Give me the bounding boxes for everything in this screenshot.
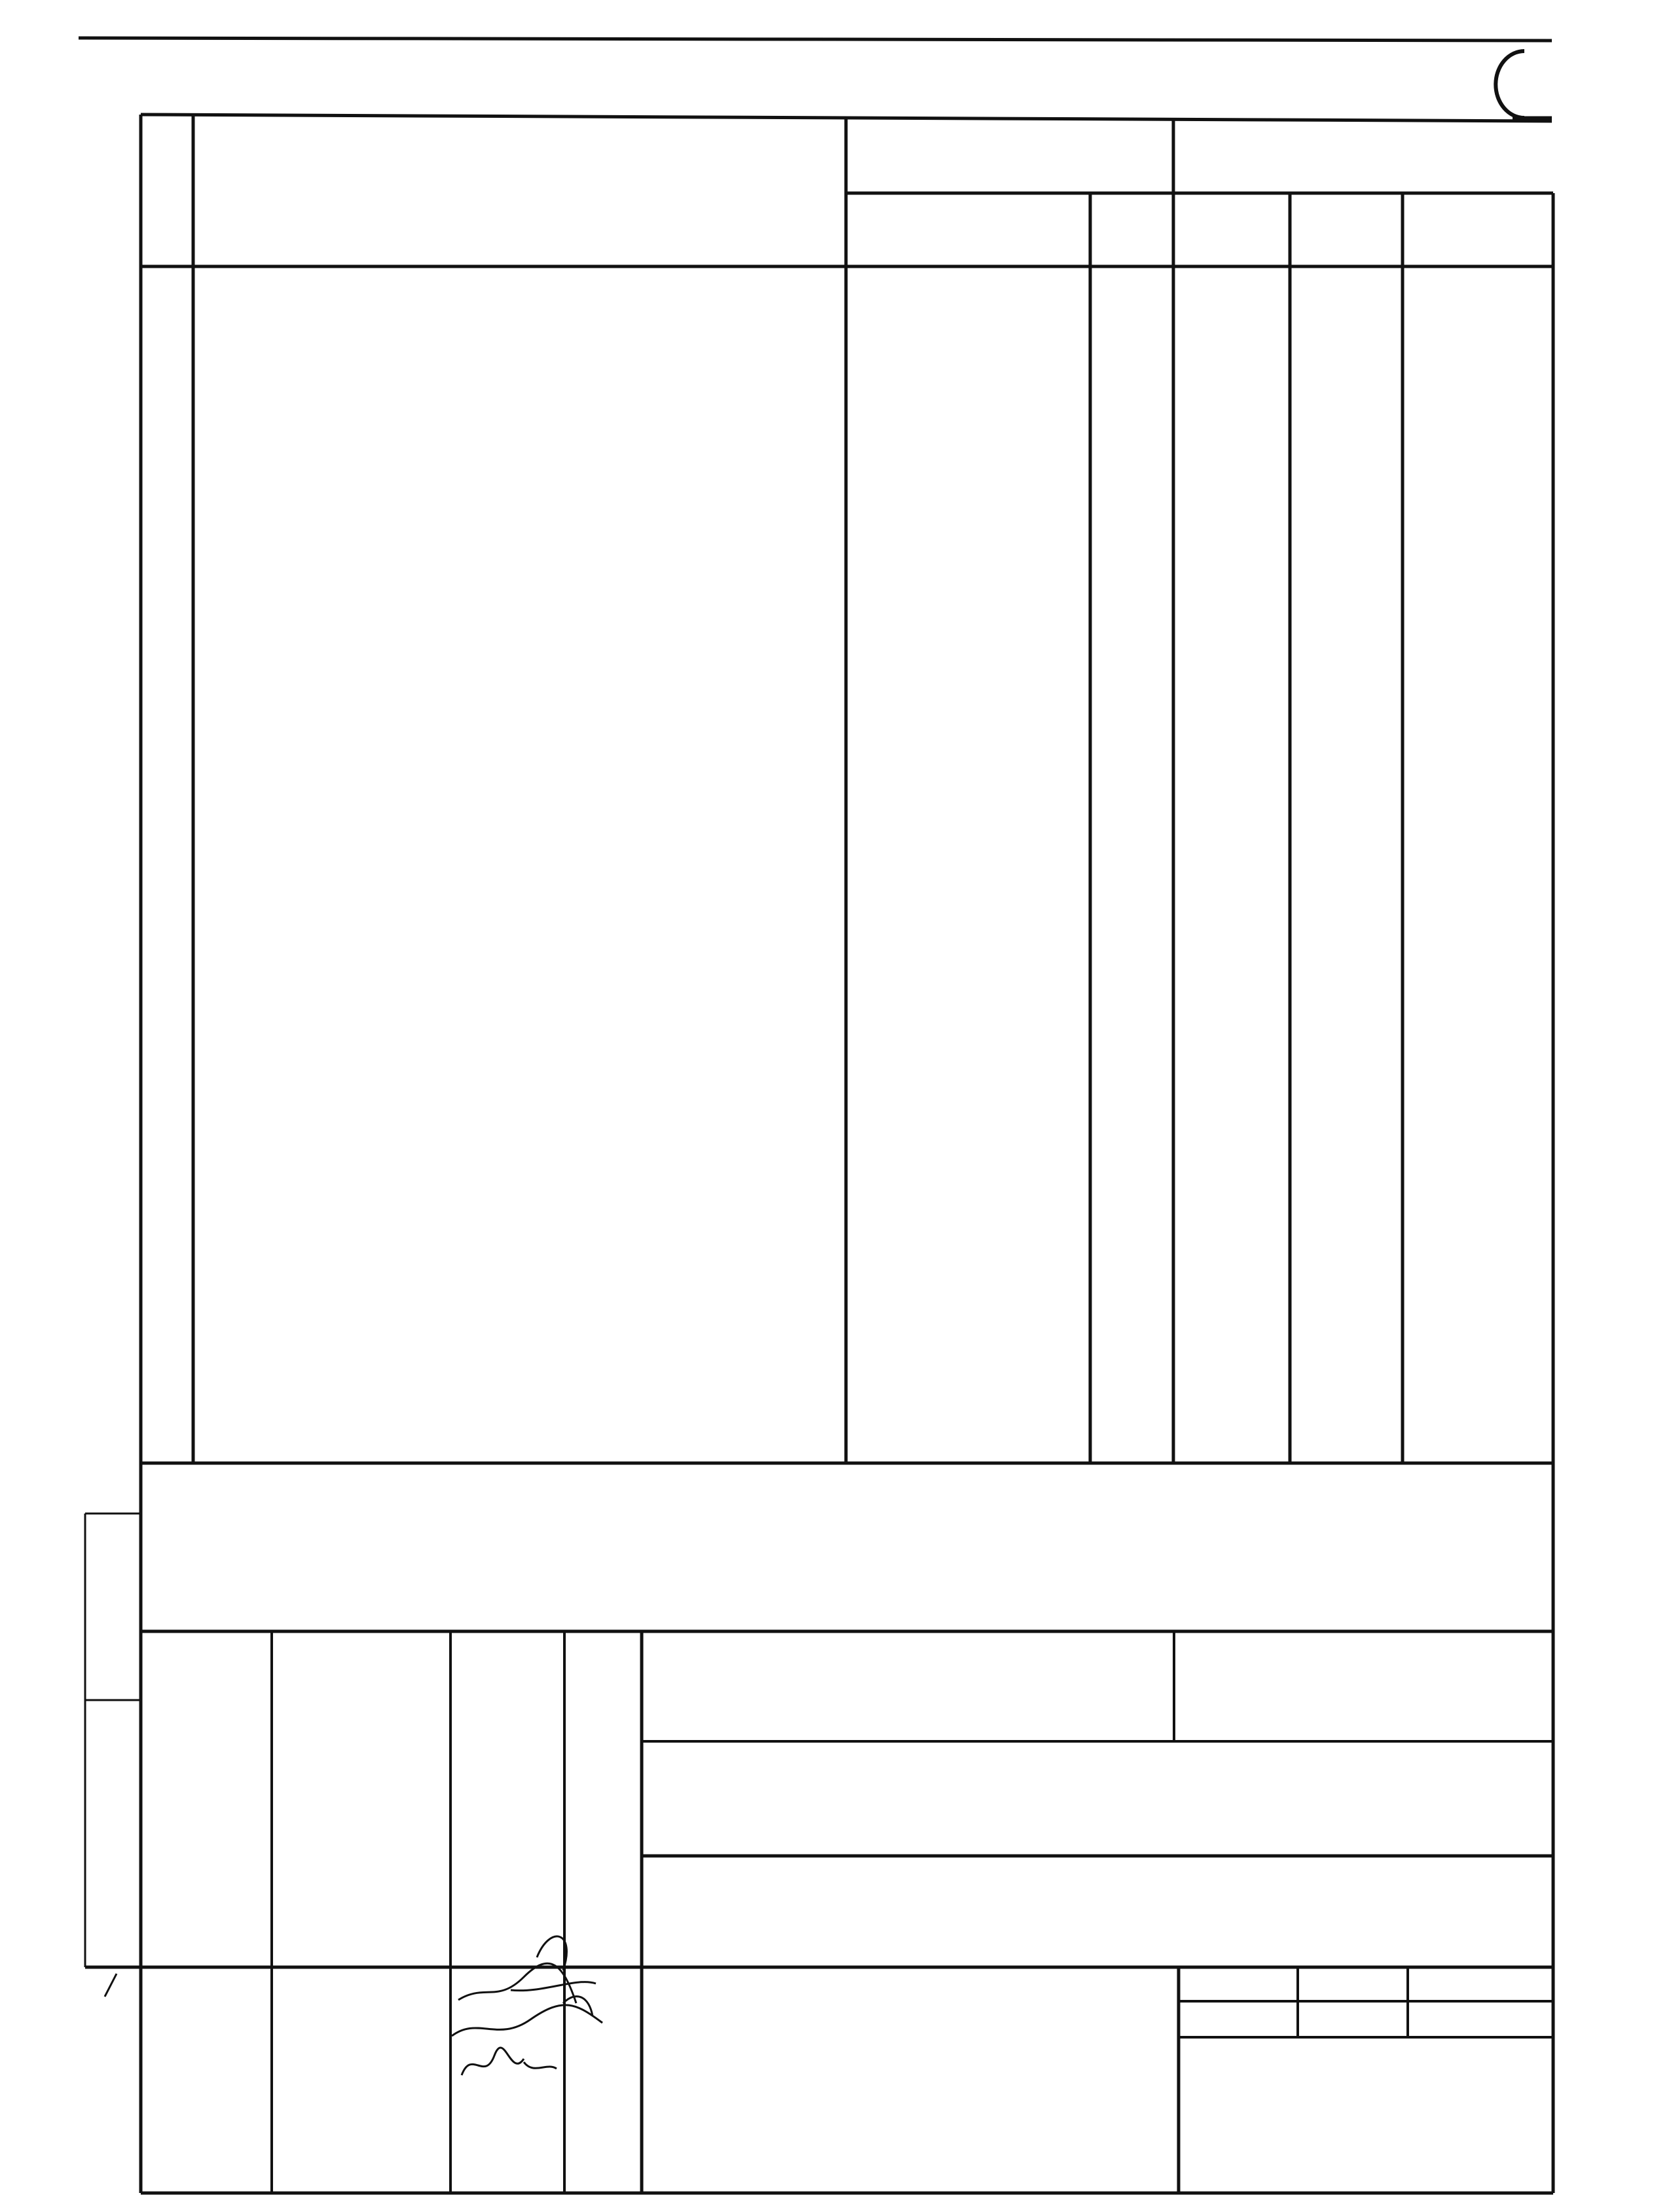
page-header: [79, 38, 1552, 118]
title-block-grid: [85, 1514, 1553, 2193]
materials-table-grid: [141, 115, 1553, 2193]
signature-scribbles: [452, 1936, 602, 2075]
